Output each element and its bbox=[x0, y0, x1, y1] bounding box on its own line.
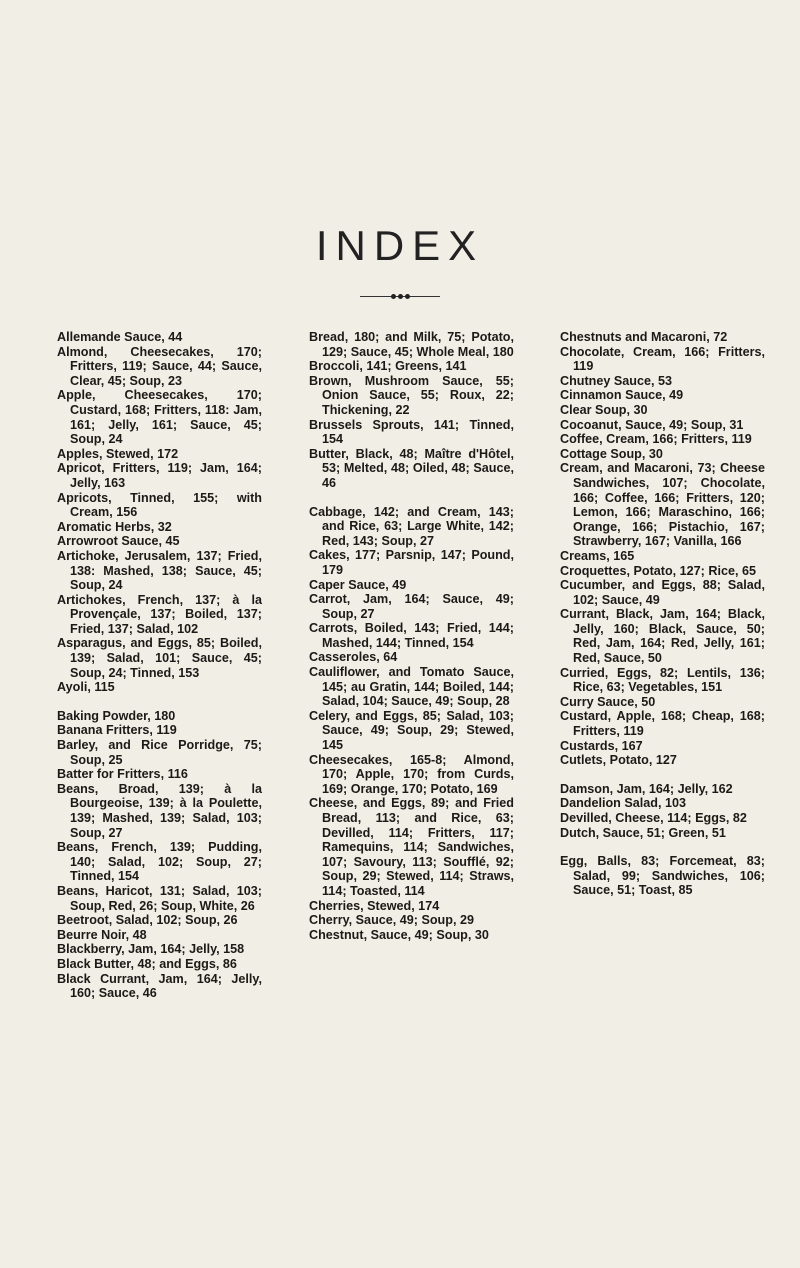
index-entry: Cherries, Stewed, 174 bbox=[309, 898, 440, 913]
index-entry: Dutch, Sauce, 51; Green, 51 bbox=[560, 825, 726, 840]
index-entry: Cabbage, 142; and Cream, 143; and Rice, 63; Large White, 142; Red, 143; Soup, 27 bbox=[309, 504, 514, 548]
index-entry: Chestnut, Sauce, 49; Soup, 30 bbox=[309, 927, 489, 942]
index-entry: Apples, Stewed, 172 bbox=[57, 446, 179, 461]
index-entry: Dandelion Salad, 103 bbox=[560, 796, 686, 811]
index-entry: Curry Sauce, 50 bbox=[560, 694, 656, 709]
index-entry: Beans, Haricot, 131; Salad, 103; Soup, Red, 26; Soup, White, 26 bbox=[57, 883, 262, 913]
index-entry: Apricot, Fritters, 119; Jam, 164; Jelly, 163 bbox=[57, 461, 262, 490]
index-entry: Devilled, Cheese, 114; Eggs, 82 bbox=[560, 811, 747, 825]
index-entry: Beetroot, Salad, 102; Soup, 26 bbox=[57, 913, 238, 928]
index-entry: Celery, and Eggs, 85; Salad, 103; Sauce, 49; Soup, 29; Stewed, 145 bbox=[309, 708, 514, 753]
index-entry: Cocoanut, Sauce, 49; Soup, 31 bbox=[560, 417, 744, 432]
index-entry: Beans, French, 139; Pudding, 140; Salad, 102; Soup, 27; Tinned, 154 bbox=[57, 840, 262, 884]
index-entry: Almond, Cheesecakes, 170; Fritters, 119; Sauce, 44; Sauce, Clear, 45; Soup, 23 bbox=[57, 344, 262, 388]
index-entry: Cakes, 177; Parsnip, 147; Pound, 179 bbox=[309, 548, 514, 577]
index-entry: Barley, and Rice Porridge, 75; Soup, 25 bbox=[57, 738, 262, 767]
index-entry: Brussels Sprouts, 141; Tinned, 154 bbox=[309, 417, 514, 447]
index-entry: Bread, 180; and Milk, 75; Potato, 129; Sauce, 45; Whole Meal, 180 bbox=[309, 330, 514, 359]
index-entry: Cucumber, and Eggs, 88; Salad, 102; Sauce, 49 bbox=[560, 578, 765, 607]
index-entry: Artichokes, French, 137; à la Provençale, 137; Boiled, 137; Fried, 137; Salad, 102 bbox=[57, 592, 262, 636]
index-entry: Broccoli, 141; Greens, 141 bbox=[309, 359, 467, 374]
index-entry: Apple, Cheesecakes, 170; Custard, 168; Fritters, 118: Jam, 161; Jelly, 161; Sauce, 45; Soup, 24 bbox=[57, 388, 262, 447]
page-title: INDEX bbox=[315, 222, 485, 269]
index-entry: Beans, Broad, 139; à la Bourgeoise, 139; à la Poulette, 139; Mashed, 139; Salad, 103; Soup, 27 bbox=[57, 781, 262, 840]
index-entry: Croquettes, Potato, 127; Rice, 65 bbox=[560, 563, 756, 578]
index-entry: Damson, Jam, 164; Jelly, 162 bbox=[560, 781, 733, 796]
index-entry: Aromatic Herbs, 32 bbox=[57, 519, 172, 534]
index-column-1 bbox=[57, 330, 262, 1001]
index-entry: Custard, Apple, 168; Cheap, 168; Fritters, 119 bbox=[560, 709, 765, 739]
title-ornament bbox=[360, 294, 440, 300]
index-entry: Cream, and Macaroni, 73; Cheese Sandwiches, 107; Chocolate, 166; Coffee, 166; Fritters, 120; Lemon, 166; Maraschino, 166; Orange, 166; Pistachio, 167; Strawberry, 167; Vanilla, 166 bbox=[560, 461, 765, 549]
index-entry: Chutney Sauce, 53 bbox=[560, 373, 672, 388]
index-column-2 bbox=[309, 330, 514, 942]
index-entry: Egg, Balls, 83; Forcemeat, 83; Salad, 99; Sandwiches, 106; Sauce, 51; Toast, 85 bbox=[560, 854, 765, 898]
index-entry: Cinnamon Sauce, 49 bbox=[560, 388, 684, 403]
index-entry: Cutlets, Potato, 127 bbox=[560, 753, 677, 768]
index-entry: Cheese, and Eggs, 89; and Fried Bread, 113; and Rice, 63; Devilled, 114; Fritters, 117; Ramequins, 114; Sandwiches, 107; Savoury, 113; Soufflé, 92; Soup, 29; Stewed, 114; Straws, 114; Toasted, 114 bbox=[309, 796, 514, 898]
index-entry: Cheesecakes, 165-8; Almond, 170; Apple, 170; from Curds, 169; Orange, 170; Potato, 169 bbox=[309, 752, 514, 796]
index-entry: Casseroles, 64 bbox=[309, 650, 398, 665]
index-entry: Black Butter, 48; and Eggs, 86 bbox=[57, 956, 237, 971]
index-entry: Ayoli, 115 bbox=[57, 680, 115, 695]
index-entry: Arrowroot Sauce, 45 bbox=[57, 534, 180, 549]
index-entry: Banana Fritters, 119 bbox=[57, 723, 177, 738]
index-entry: Currant, Black, Jam, 164; Black, Jelly, 160; Black, Sauce, 50; Red, Jam, 164; Red, Jelly, 161; Red, Sauce, 50 bbox=[560, 607, 765, 666]
index-entry: Baking Powder, 180 bbox=[57, 708, 176, 723]
index-entry: Custards, 167 bbox=[560, 738, 643, 753]
index-entry: Chestnuts and Macaroni, 72 bbox=[560, 330, 728, 344]
index-entry: Butter, Black, 48; Maître d'Hôtel, 53; Melted, 48; Oiled, 48; Sauce, 46 bbox=[309, 446, 514, 490]
index-entry: Artichoke, Jerusalem, 137; Fried, 138: Mashed, 138; Sauce, 45; Soup, 24 bbox=[57, 548, 262, 593]
index-entry: Clear Soup, 30 bbox=[560, 402, 648, 417]
index-entry: Cottage Soup, 30 bbox=[560, 446, 663, 461]
index-entry: Carrots, Boiled, 143; Fried, 144; Mashed, 144; Tinned, 154 bbox=[309, 621, 514, 650]
index-entry: Beurre Noir, 48 bbox=[57, 927, 147, 942]
index-entry: Carrot, Jam, 164; Sauce, 49; Soup, 27 bbox=[309, 592, 514, 621]
index-entry: Creams, 165 bbox=[560, 548, 635, 563]
index-entry: Black Currant, Jam, 164; Jelly, 160; Sauce, 46 bbox=[57, 971, 262, 1001]
index-entry: Coffee, Cream, 166; Fritters, 119 bbox=[560, 432, 752, 447]
index-entry: Cherry, Sauce, 49; Soup, 29 bbox=[309, 913, 474, 928]
index-entry: Asparagus, and Eggs, 85; Boiled, 139; Salad, 101; Sauce, 45; Soup, 24; Tinned, 153 bbox=[57, 636, 262, 680]
index-entry: Curried, Eggs, 82; Lentils, 136; Rice, 63; Vegetables, 151 bbox=[560, 665, 765, 695]
index-entry: Brown, Mushroom Sauce, 55; Onion Sauce, 55; Roux, 22; Thickening, 22 bbox=[309, 373, 514, 417]
index-entry: Apricots, Tinned, 155; with Cream, 156 bbox=[57, 490, 262, 520]
index-entry: Chocolate, Cream, 166; Fritters, 119 bbox=[560, 344, 765, 374]
index-column-3 bbox=[560, 330, 765, 898]
index-entry: Blackberry, Jam, 164; Jelly, 158 bbox=[57, 942, 245, 957]
index-entry: Cauliflower, and Tomato Sauce, 145; au Gratin, 144; Boiled, 144; Salad, 104; Sauce, 49; Soup, 28 bbox=[309, 665, 514, 709]
index-entry: Allemande Sauce, 44 bbox=[57, 330, 183, 344]
index-entry: Caper Sauce, 49 bbox=[309, 577, 407, 592]
index-entry: Batter for Fritters, 116 bbox=[57, 767, 188, 782]
